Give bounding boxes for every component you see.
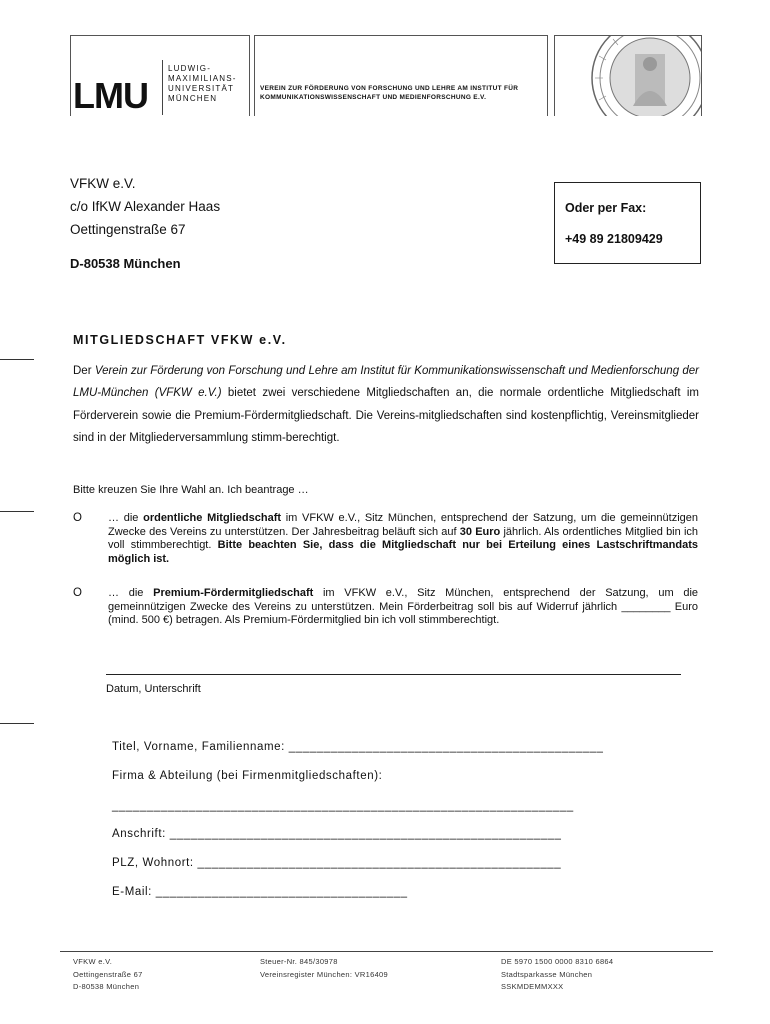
option2-t2: im VFKW e.V., Sitz München, entsprechend der Satzung, um die gemeinnützigen Zwecke des Vereins zu unterstützen. Mein Förderbeitrag soll bis auf Widerruf jährlich ________ Euro (mind. 500 €) betragen. Als Premium-Fördermitglied bin ich voll stimmberechtigt. [108, 587, 699, 626]
intro-paragraph [73, 360, 699, 449]
option1-b2: 30 Euro [459, 525, 501, 538]
option1-text [108, 512, 698, 566]
footer-address: VFKW e.V. Oettingenstraße 67 D-80538 München [73, 957, 143, 991]
intro-verein-name: Verein zur Förderung von Forschung und Lehre am Institut für Kommunikationswissenschaft und Medienforschung der LMU-München (VFKW e.V.) [73, 365, 699, 400]
footer-tax: Steuer-Nr. 845/30978 Vereinsregister München: VR16409 [260, 957, 389, 979]
seal-box [554, 35, 702, 116]
fax-box [554, 182, 701, 264]
intro-pre: Der [73, 365, 95, 377]
logo-divider [162, 60, 163, 115]
verein-name: VEREIN ZUR FÖRDERUNG VON FORSCHUNG UND LEHRE AM INSTITUT FÜR KOMMUNIKATIONSWISSENSCHAFT UND MEDIENFORSCHUNG E.V. [260, 85, 519, 101]
option1-b1: ordentliche Mitgliedschaft [143, 512, 282, 524]
fold-mark-3 [0, 723, 34, 724]
option2-text [108, 587, 698, 628]
email-field[interactable]: E-Mail: ____________________________________ [112, 886, 408, 898]
plz-field[interactable]: PLZ, Wohnort: ____________________________________________________ [112, 857, 562, 869]
name-field[interactable]: Titel, Vorname, Familienname: _____________________________________________ [112, 741, 604, 753]
address-line-3: Oettingenstraße 67 [70, 222, 186, 237]
option1-b3: Bitte beachten Sie, dass die Mitgliedschaft nur bei Erteilung eines Lastschriftmandats möglich ist. [108, 539, 698, 565]
choice-prompt: Bitte kreuzen Sie Ihre Wahl an. Ich beantrage … [73, 484, 309, 496]
fold-mark-1 [0, 359, 34, 360]
option2-b1: Premium-Fördermitgliedschaft [153, 587, 314, 599]
fax-label: Oder per Fax: [565, 201, 647, 215]
section-title: MITGLIEDSCHAFT VFKW e.V. [73, 333, 287, 347]
verein-box [254, 35, 548, 116]
footer-bank: DE 5970 1500 0000 8310 6864 Stadtsparkasse München SSKMDEMMXXX [501, 957, 614, 991]
university-name: LUDWIG- MAXIMILIANS- UNIVERSITÄT MÜNCHEN [168, 64, 237, 103]
address-line-1: VFKW e.V. [70, 176, 136, 191]
firma-label: Firma & Abteilung (bei Firmenmitgliedschaften): [112, 770, 383, 782]
signature-line[interactable] [106, 674, 681, 675]
option2-t1: … die [108, 587, 154, 599]
lmu-logo: LMU [73, 75, 148, 116]
intro-post: bietet zwei verschiedene Mitgliedschaften an, die normale ordentliche Mitgliedschaft im Förderverein sowie die Premium-Fördermitgliedschaft. Die Vereins-mitgliedschaften sind kostenpflichtig, Vereinsmitglieder sind in der Mitgliederversammlung stimm-berechtigt. [73, 387, 699, 444]
address-line-2: c/o IfKW Alexander Haas [70, 199, 221, 214]
signature-label: Datum, Unterschrift [106, 683, 201, 695]
address-city: D-80538 München [70, 256, 181, 271]
footer-divider [60, 951, 713, 952]
firma-field[interactable]: __________________________________________________________________ [112, 800, 574, 812]
option1-checkbox[interactable]: O [73, 512, 82, 524]
option1-t1: … die [108, 512, 144, 524]
anschrift-field[interactable]: Anschrift: ________________________________________________________ [112, 828, 562, 840]
option1-t2: im VFKW e.V., Sitz München, entsprechend der Satzung, um die gemeinnützigen Zwecke des Vereins zu unterstützen. Der Jahresbeitrag beläuft sich auf [108, 512, 698, 538]
fold-mark-2 [0, 511, 34, 512]
fax-number: +49 89 21809429 [565, 232, 663, 246]
option2-checkbox[interactable]: O [73, 587, 82, 599]
university-seal-icon [555, 36, 701, 116]
option1-t3: jährlich. Als ordentliches Mitglied bin ich voll stimmberechtigt. [108, 525, 699, 551]
